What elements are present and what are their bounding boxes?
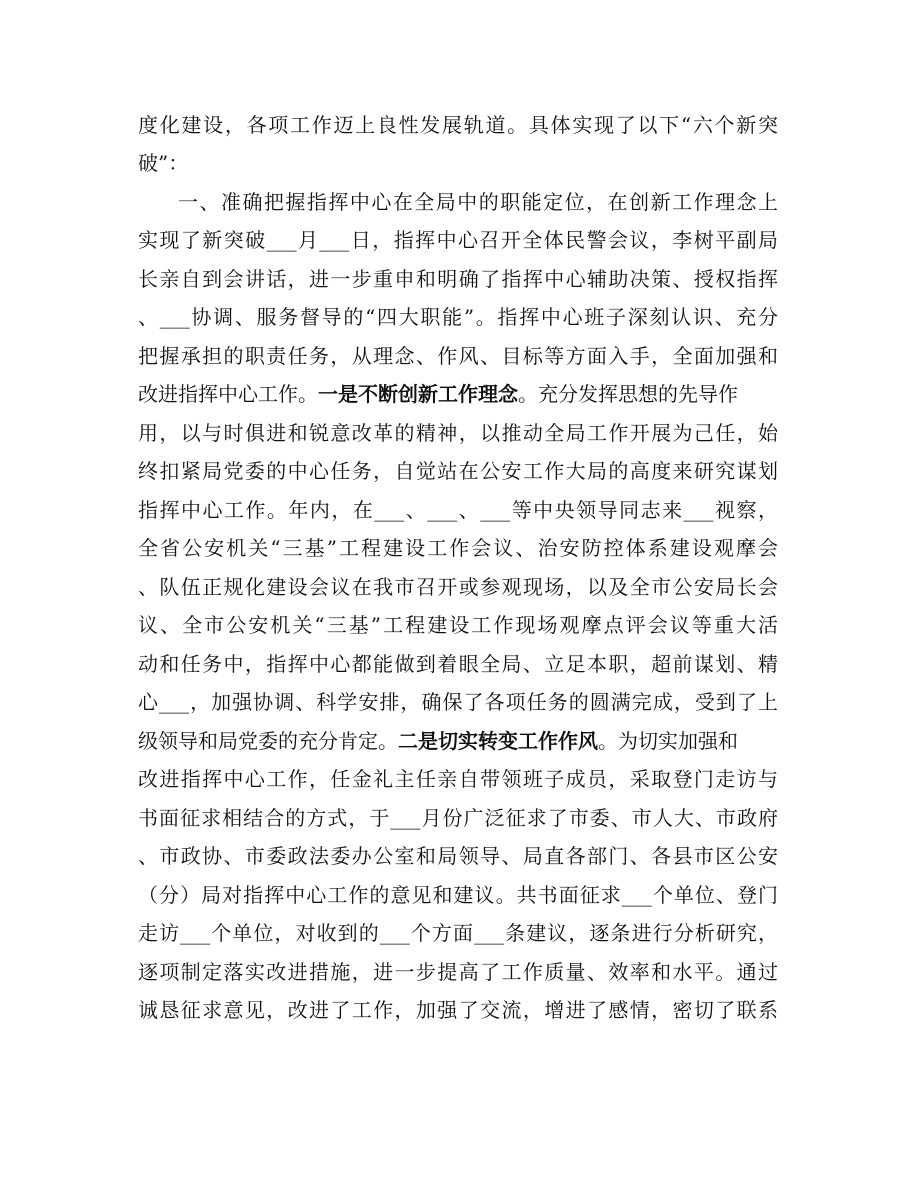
text-segment: 改进指挥中心工作。 bbox=[138, 382, 318, 406]
text-line-mixed bbox=[138, 725, 778, 757]
text-line-mixed bbox=[138, 378, 778, 410]
text-line: （分）局对指挥中心工作的意见和建议。共书面征求___个单位、登门 bbox=[138, 883, 778, 907]
text-line: 逐项制定落实改进措施，进一步提高了工作质量、效率和水平。通过 bbox=[138, 960, 778, 984]
text-segment: 。充分发挥思想的先导作 bbox=[518, 382, 738, 406]
text-line: 改进指挥中心工作，任金礼主任亲自带领班子成员，采取登门走访与 bbox=[138, 767, 778, 791]
text-line: 全省公安机关“三基”工程建设工作会议、治安防控体系建设观摩会 bbox=[138, 536, 778, 560]
text-line: 、队伍正规化建设会议在我市召开或参观现场，以及全市公安局长会 bbox=[138, 575, 778, 599]
text-line: 指挥中心工作。年内，在___、___、___等中央领导同志来___视察， bbox=[138, 498, 778, 522]
paragraph-heading-line: 一、准确把握指挥中心在全局中的职能定位，在创新工作理念上 bbox=[178, 190, 778, 214]
text-line: 、市政协、市委政法委办公室和局领导、局直各部门、各县市区公安 bbox=[138, 844, 778, 868]
text-line: 走访___个单位，对收到的___个方面___条建议，逐条进行分析研究， bbox=[138, 921, 778, 945]
text-line: 动和任务中，指挥中心都能做到着眼全局、立足本职，超前谋划、精 bbox=[138, 652, 778, 676]
text-line: 长亲自到会讲话，进一步重申和明确了指挥中心辅助决策、授权指挥 bbox=[138, 267, 778, 291]
text-line: 议、全市公安机关“三基”工程建设工作现场观摩点评会议等重大活 bbox=[138, 613, 778, 637]
text-line: 心___，加强协调、科学安排，确保了各项任务的圆满完成，受到了上 bbox=[138, 690, 778, 714]
bold-heading-two: 二是切实转变工作作风 bbox=[398, 729, 598, 753]
text-line: 诚恳征求意见，改进了工作，加强了交流，增进了感情，密切了联系 bbox=[138, 998, 778, 1022]
text-line: 终扣紧局党委的中心任务，自觉站在公安工作大局的高度来研究谋划 bbox=[138, 459, 778, 483]
text-line: 、___协调、服务督导的“四大职能”。指挥中心班子深刻认识、充分 bbox=[138, 305, 778, 329]
text-segment: 。为切实加强和 bbox=[598, 729, 738, 753]
text-line: 书面征求相结合的方式，于___月份广泛征求了市委、市人大、市政府 bbox=[138, 806, 778, 830]
text-line: 把握承担的职责任务，从理念、作风、目标等方面入手，全面加强和 bbox=[138, 344, 778, 368]
bold-heading-one: 一是不断创新工作理念 bbox=[318, 382, 518, 406]
text-line: 实现了新突破___月___日，指挥中心召开全体民警会议，李树平副局 bbox=[138, 228, 778, 252]
text-segment: 级领导和局党委的充分肯定。 bbox=[138, 729, 398, 753]
text-line: 度化建设，各项工作迈上良性发展轨道。具体实现了以下“六个新突 bbox=[138, 113, 778, 137]
text-line: 破”： bbox=[138, 151, 189, 175]
text-line: 用，以与时俱进和锐意改革的精神，以推动全局工作开展为己任，始 bbox=[138, 421, 778, 445]
